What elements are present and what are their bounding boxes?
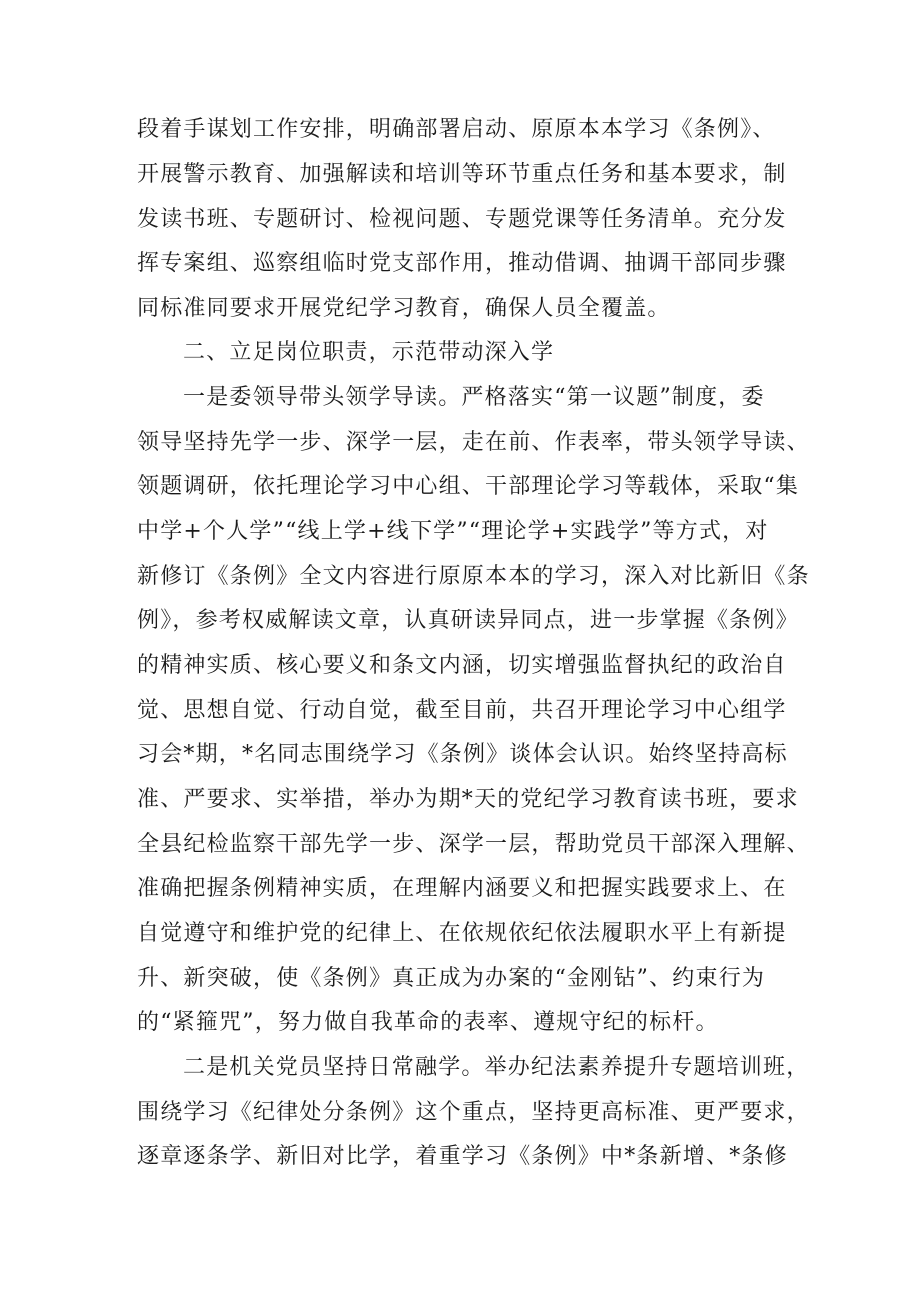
- body-text-line: 觉、思想自觉、行动自觉，截至目前，共召开理论学习中心组学: [137, 698, 787, 723]
- body-text-line: 全县纪检监察干部先学一步、深学一层，帮助党员干部深入理解、: [137, 832, 810, 857]
- body-text-line: 二是机关党员坚持日常融学。举办纪法素养提升专题培训班，: [183, 1055, 810, 1080]
- body-text-line: 的精神实质、核心要义和条文内涵，切实增强监督执纪的政治自: [137, 653, 787, 678]
- body-text-line: 领导坚持先学一步、深学一层，走在前、作表率，带头领学导读、: [137, 430, 810, 455]
- body-text-line: 一是委领导带头领学导读。严格落实“第一议题”制度，委: [183, 385, 765, 410]
- body-text-line: 挥专案组、巡察组临时党支部作用，推动借调、抽调干部同步骤: [137, 251, 787, 276]
- body-text-line: 例》，参考权威解读文章，认真研读异同点，进一步掌握《条例》: [137, 608, 799, 633]
- body-text-line: 领题调研，依托理论学习中心组、干部理论学习等载体，采取“集: [137, 474, 800, 499]
- body-text-line: 准、严要求、实举措，举办为期*天的党纪学习教育读书班，要求: [137, 787, 799, 812]
- body-text-line: 升、新突破，使《条例》真正成为办案的“金刚钻”、约束行为: [137, 966, 766, 991]
- body-text-line: 发读书班、专题研讨、检视问题、专题党课等任务清单。充分发: [137, 207, 787, 232]
- body-text-line: 逐章逐条学、新旧对比学，着重学习《条例》中*条新增、*条修: [137, 1144, 788, 1169]
- body-text-line: 段着手谋划工作安排，明确部署启动、原原本本学习《条例》、: [137, 117, 776, 142]
- body-text-line: 围绕学习《纪律处分条例》这个重点，坚持更高标准、更严要求，: [137, 1100, 810, 1125]
- body-text-line: 习会*期，*名同志围绕学习《条例》谈体会认识。始终坚持高标: [137, 742, 788, 767]
- body-text-line: 新修订《条例》全文内容进行原原本本的学习，深入对比新旧《条: [137, 564, 810, 589]
- body-text-line: 开展警示教育、加强解读和培训等环节重点任务和基本要求，制: [137, 162, 787, 187]
- body-text-line: 自觉遵守和维护党的纪律上、在依规依纪依法履职水平上有新提: [137, 921, 787, 946]
- section-heading: 二、立足岗位职责，示范带动深入学: [183, 340, 555, 365]
- body-text-line: 同标准同要求开展党纪学习教育，确保人员全覆盖。: [137, 296, 671, 321]
- body-text-line: 准确把握条例精神实质，在理解内涵要义和把握实践要求上、在: [137, 876, 787, 901]
- body-text-line: 的“紧箍咒”，努力做自我革命的表率、遵规守纪的标杆。: [137, 1010, 719, 1035]
- body-text-line: 中学+个人学”“线上学+线下学”“理论学+实践学”等方式，对: [137, 519, 769, 544]
